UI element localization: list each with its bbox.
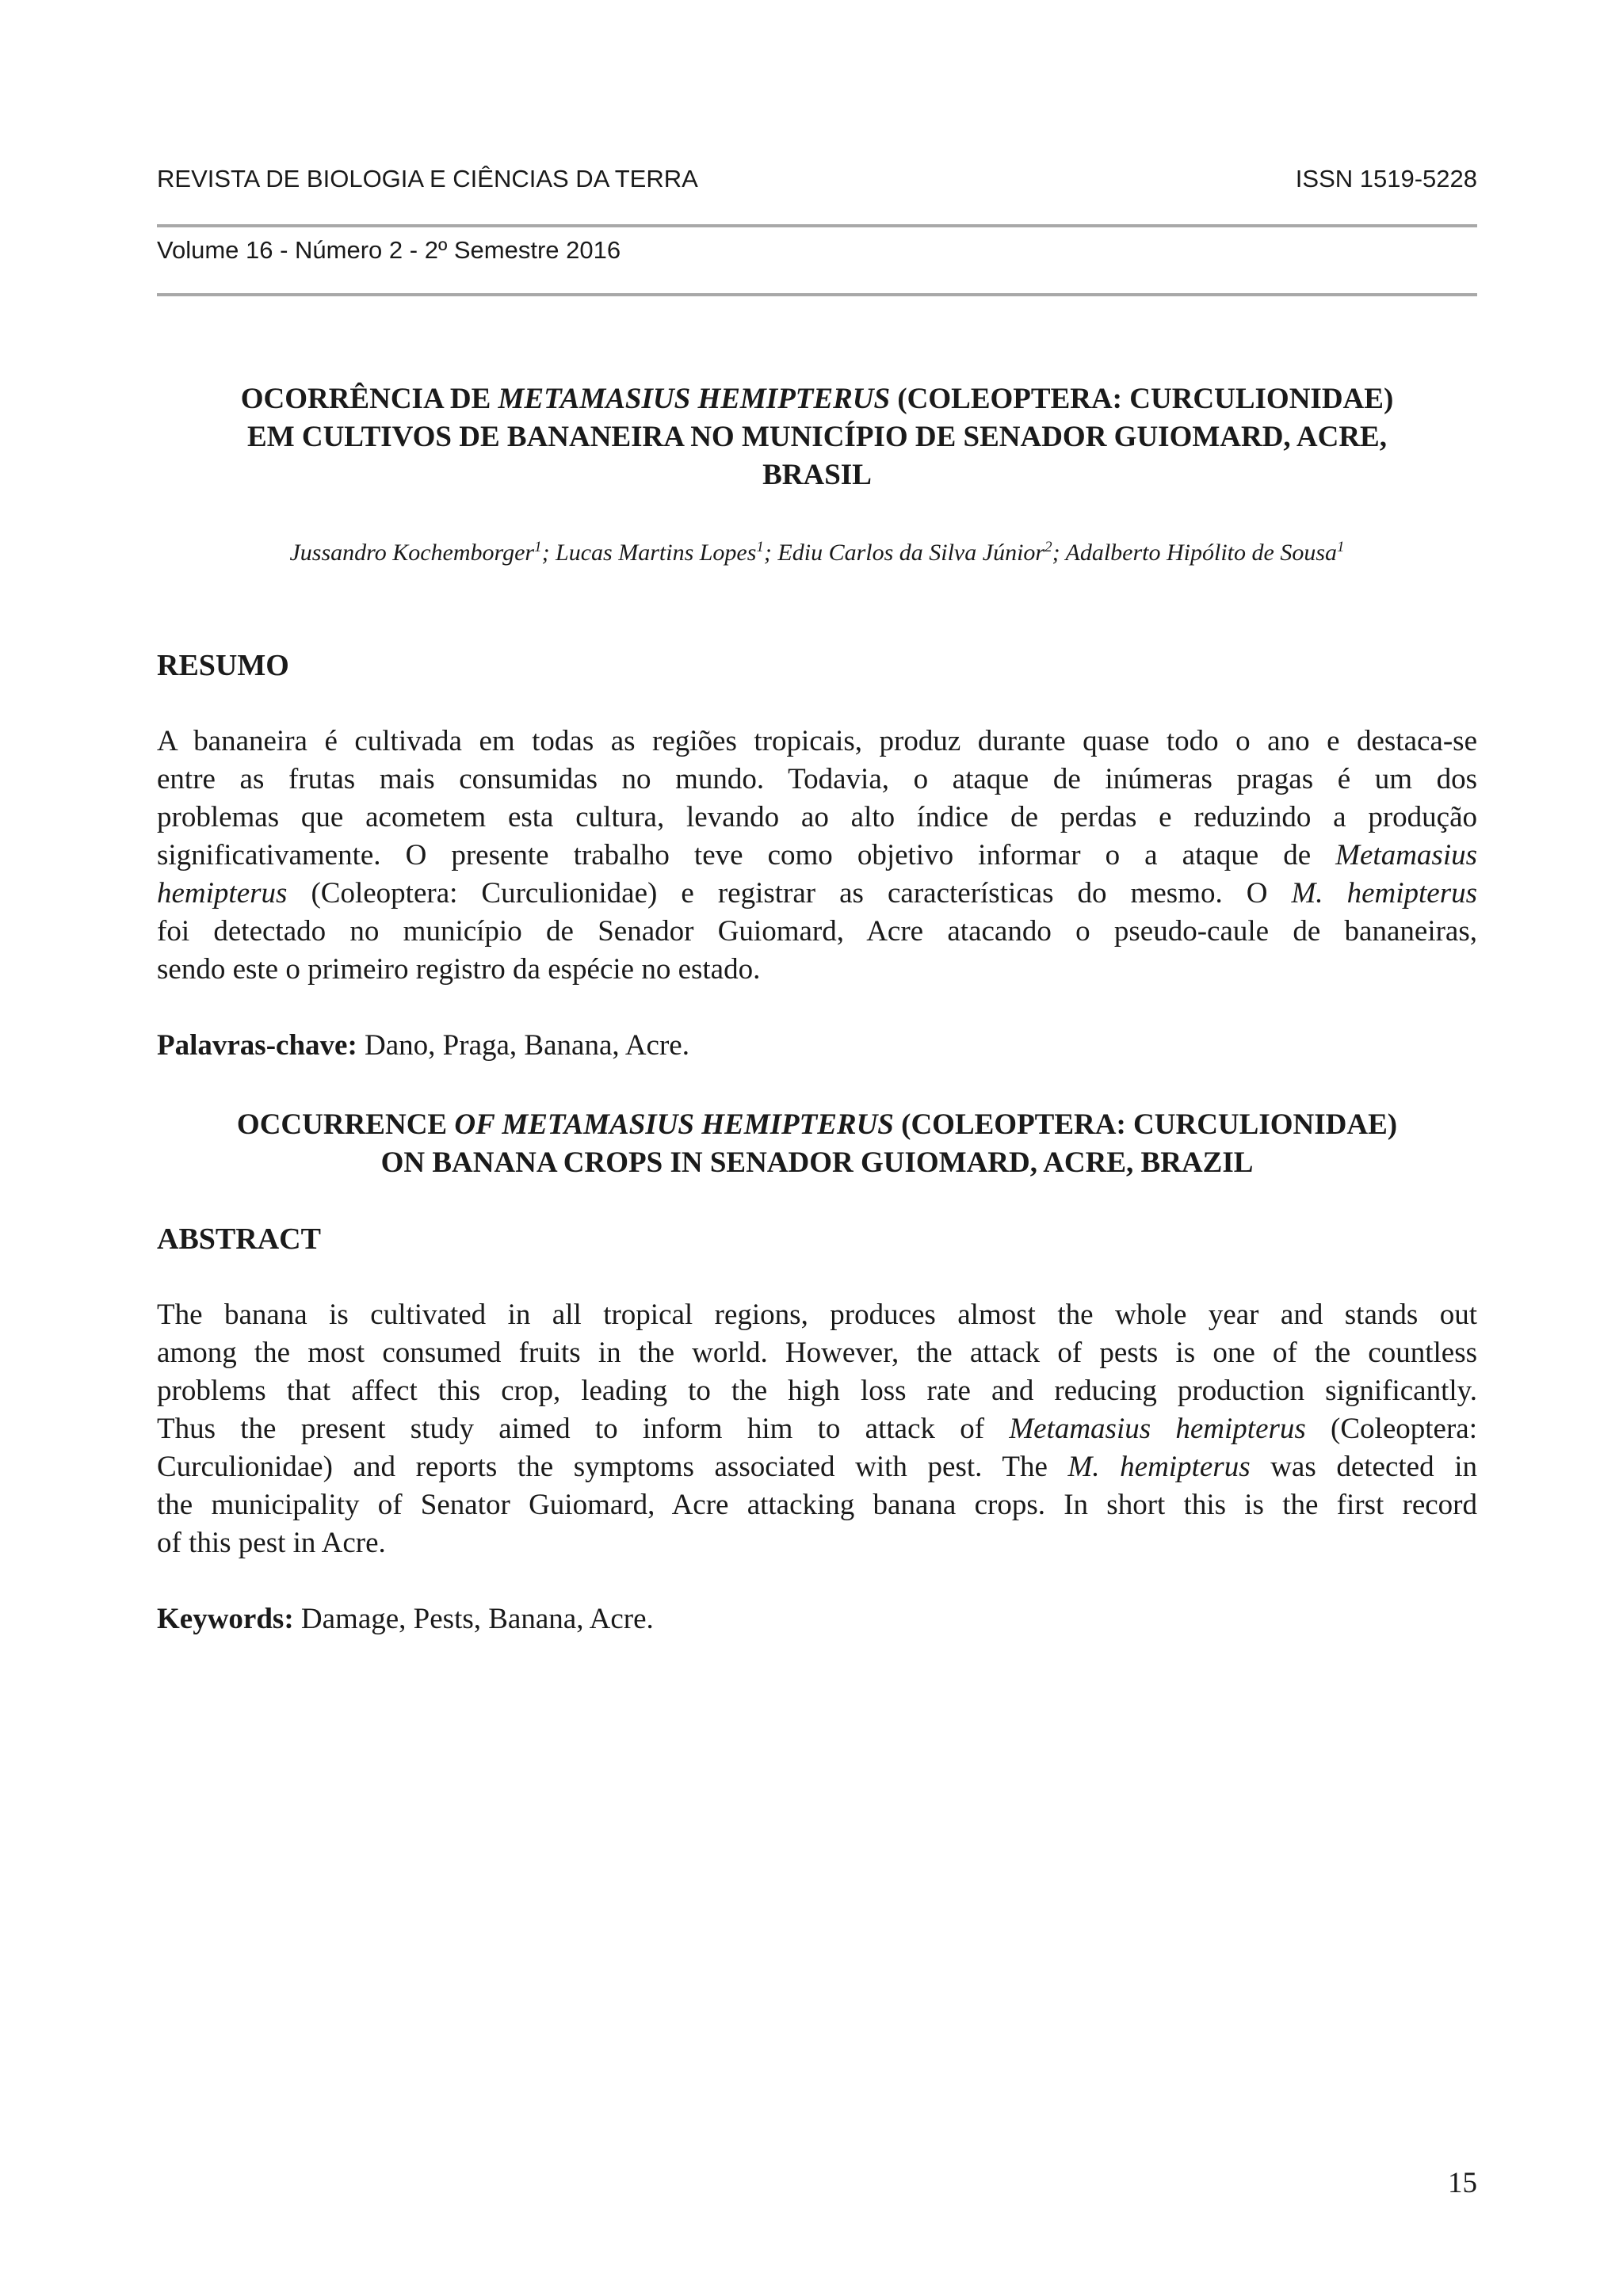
header-rule-bottom xyxy=(157,293,1477,296)
journal-name: REVISTA DE BIOLOGIA E CIÊNCIAS DA TERRA xyxy=(157,165,698,193)
title-en-line-2: ON BANANA CROPS IN SENADOR GUIOMARD, ACRE, BRAZIL xyxy=(380,1146,1254,1179)
title-pt-line-2: EM CULTIVOS DE BANANEIRA NO MUNICÍPIO DE SENADOR GUIOMARD, ACRE, xyxy=(247,421,1387,453)
title-en-line-1: OCCURRENCE OF METAMASIUS HEMIPTERUS (COLEOPTERA: CURCULIONIDAE) xyxy=(236,1108,1398,1141)
title-portuguese xyxy=(157,380,1477,494)
abstract-heading: ABSTRACT xyxy=(157,1222,321,1256)
abstract-body: The banana is cultivated in all tropical regions, produces almost the whole year and stands out among the most consumed fruits in the world. However, the attack of pests is one of the countless problems that affect this crop, leading to the high loss rate and reducing production significantly. Thus the present study aimed to inform him to attack of Metamasius hemipterus (Coleoptera: Curculionidae) and reports the symptoms associated with pest. The M. hemipterus was detected in the municipality of Senator Guiomard, Acre attacking banana crops. In short this is the first record of this pest in Acre. xyxy=(157,1299,1477,1559)
author-list: Jussandro Kochemborger$^1$; Lucas Martins Lopes$^1$; Ediu Carlos da Silva Júnior$^2$; Adalberto Hipólito de Sousa$^1$ xyxy=(289,539,1345,566)
keywords: Keywords: Damage, Pests, Banana, Acre. xyxy=(157,1603,654,1635)
volume-text: Volume 16 - Número 2 - 2º Semestre 2016 xyxy=(157,236,621,264)
volume-info xyxy=(157,235,1477,266)
running-header xyxy=(157,163,1477,195)
resumo-heading: RESUMO xyxy=(157,649,289,682)
issn: ISSN 1519-5228 xyxy=(1295,165,1477,193)
palavras-chave: Palavras-chave: Dano, Praga, Banana, Acre. xyxy=(157,1029,689,1062)
paper-page xyxy=(157,0,1477,2296)
title-pt-line-3: BRASIL xyxy=(762,459,872,491)
resumo-body: A bananeira é cultivada em todas as regiões tropicais, produz durante quase todo o ano e destaca-se entre as frutas mais consumidas no mundo. Todavia, o ataque de inúmeras pragas é um dos problemas que acometem esta cultura, levando ao alto índice de perdas e reduzindo a produção significativamente. O presente trabalho teve como objetivo informar o a ataque de Metamasius hemipterus (Coleoptera: Curculionidae) e registrar as características do mesmo. O M. hemipterus foi detectado no município de Senador Guiomard, Acre atacando o pseudo-caule de bananeiras, sendo este o primeiro registro da espécie no estado. xyxy=(157,725,1478,986)
page-number: 15 xyxy=(1448,2167,1477,2199)
title-english xyxy=(157,1106,1477,1182)
header-rule-top xyxy=(157,224,1477,227)
title-pt-line-1: OCORRÊNCIA DE METAMASIUS HEMIPTERUS (COLEOPTERA: CURCULIONIDAE) xyxy=(240,383,1394,415)
